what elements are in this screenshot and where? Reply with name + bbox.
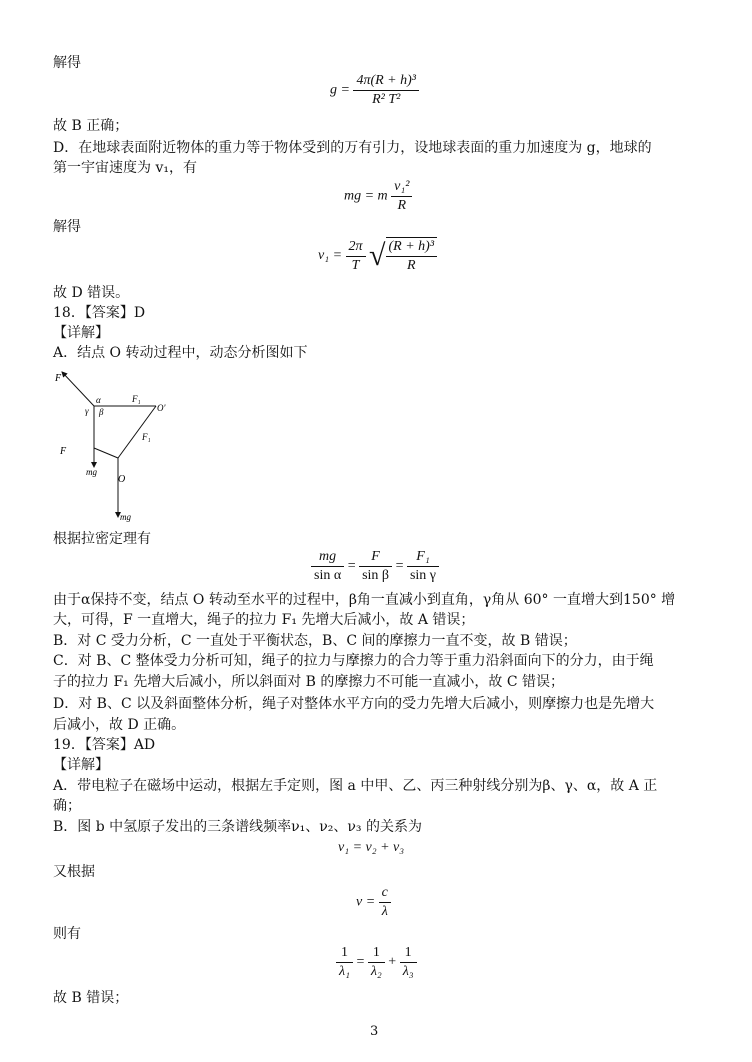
eq-fraction [353,72,419,109]
eq-numerator: mg [311,548,344,567]
eq-denominator: λ₃ [402,964,414,979]
force-arrow-F-lower [94,448,118,458]
text-line: D．对 B、C 以及斜面整体分析，绳子对整体水平方向的受力先增大后减小，则摩擦力也是先增大 [53,696,655,712]
eq-fraction [407,548,439,585]
label-gamma: γ [85,406,89,416]
sqrt-icon: √ [369,239,386,272]
text-line: 则有 [53,926,81,942]
eq-radicand-num: (R + h)³ [386,238,438,257]
text-line: 大，可得，F 一直增大，绳子的拉力 F₁ 先增大后减小，故 A 错误； [53,612,475,628]
eq-denominator: λ₂ [370,964,382,979]
label-F-lower: F [60,446,67,457]
eq-radicand [386,237,438,275]
text-line: 【详解】 [53,325,109,341]
equation-nu-sum: ν₁ = ν₂ + ν₃ [338,840,405,855]
text-line: 解得 [53,219,81,235]
label-F: F [55,373,62,384]
label-F1-side: F₁ [142,432,151,442]
text-line: 故 B 正确； [53,118,129,134]
eq-numerator: F [359,548,392,567]
eq-fraction [346,238,366,275]
eq-denominator: sin β [362,568,390,583]
eq-numerator: 1 [400,944,417,963]
eq-denominator: T [351,257,360,273]
eq-denominator: λ₁ [339,964,350,979]
text-line: C．对 B、C 整体受力分析可知，绳子的拉力与摩擦力的合力等于重力沿斜面向下的分力，由于绳 [53,653,654,669]
label-beta: β [99,407,104,417]
text-line: 解得 [53,55,81,71]
eq-radicand-den: R [407,258,416,273]
equation-lami: $\frac{mg}{\text{sin α}}$ = $\frac{F}{\text{sin β}}$ = $\frac{\text{F₁}}{\text{sin γ}}$ [311,548,439,585]
eq-numerator: 4π(R + h)³ [353,72,419,91]
label-F1-top: F₁ [132,394,141,404]
text-line: A．结点 O 转动过程中，动态分析图如下 [53,345,308,361]
text-line: 后减小，故 D 正确。 [53,717,186,733]
eq-denominator: sin γ [409,568,436,583]
eq-fraction [379,884,391,921]
text-line: 子的拉力 F₁ 先增大后减小，所以斜面对 B 的摩擦力不可能一直减小，故 C 错误； [53,674,565,690]
text-line: 18．【答案】D [53,305,146,321]
equation-g [330,72,419,109]
eq-fraction [311,548,344,585]
equation-nu-c [356,884,391,921]
text-line: B．对 C 受力分析，C 一直处于平衡状态，B、C 间的摩擦力一直不变，故 B 错误； [53,633,577,649]
eq-denominator: R [397,198,407,213]
label-mg: mg [120,512,131,522]
eq-lhs: g = [330,82,350,98]
eq-fraction [336,944,353,981]
label-mg-lower: mg [86,467,97,477]
label-O-prime: O' [157,403,166,413]
eq-lhs: v₁ = [318,248,343,264]
text-line: 由于α保持不变，结点 O 转动至水平的过程中，β角一直减小到直角，γ角从 60° 一直增大到150° 增 [53,592,676,608]
text-line: 【详解】 [53,757,109,773]
eq-numerator: 1 [336,944,353,963]
text-line: 故 B 错误； [53,990,129,1006]
page-number: 3 [370,1024,379,1039]
equation-mg [344,178,412,215]
eq-fraction [368,944,385,981]
eq-lhs: mg = m [344,188,388,204]
text-line: 又根据 [53,864,95,880]
eq-fraction [400,944,417,981]
eq-numerator: c [379,884,391,903]
eq-lhs: ν = [356,894,376,910]
eq-fraction [391,178,412,215]
eq-denominator: λ [381,904,388,919]
force-arrow-F [62,372,94,406]
force-diagram [52,363,182,523]
equation-v1 [318,237,437,275]
text-line: D．在地球表面附近物体的重力等于物体受到的万有引力，设地球表面的重力加速度为 g，地球的 [53,140,652,156]
text-line: 根据拉密定理有 [53,531,151,547]
text-line: A．带电粒子在磁场中运动，根据左手定则，图 a 中甲、乙、丙三种射线分别为β、γ、α，故 A 正 [53,778,658,794]
eq-numerator: 1 [368,944,385,963]
eq-denominator: sin α [314,568,342,583]
eq-numerator: F₁ [407,548,439,567]
text-line: 19．【答案】AD [53,737,156,753]
eq-numerator: v₁² [391,178,412,197]
text-line: B．图 b 中氢原子发出的三条谱线频率ν₁、ν₂、ν₃ 的关系为 [53,819,422,835]
eq-denominator: R² T² [372,92,401,107]
text-line: 第一宇宙速度为 v₁，有 [53,160,197,176]
text-line: 确； [53,798,81,814]
eq-numerator: 2π [346,238,366,257]
text-line: 故 D 错误。 [53,285,130,301]
equation-lambda: $\frac{1}{\text{λ₁}}$ = $\frac{1}{\text{λ₂}}$ + $\frac{1}{\text{λ₃}}$ [336,944,417,981]
eq-fraction [359,548,392,585]
label-O: O [118,474,126,485]
label-alpha: α [96,395,101,405]
